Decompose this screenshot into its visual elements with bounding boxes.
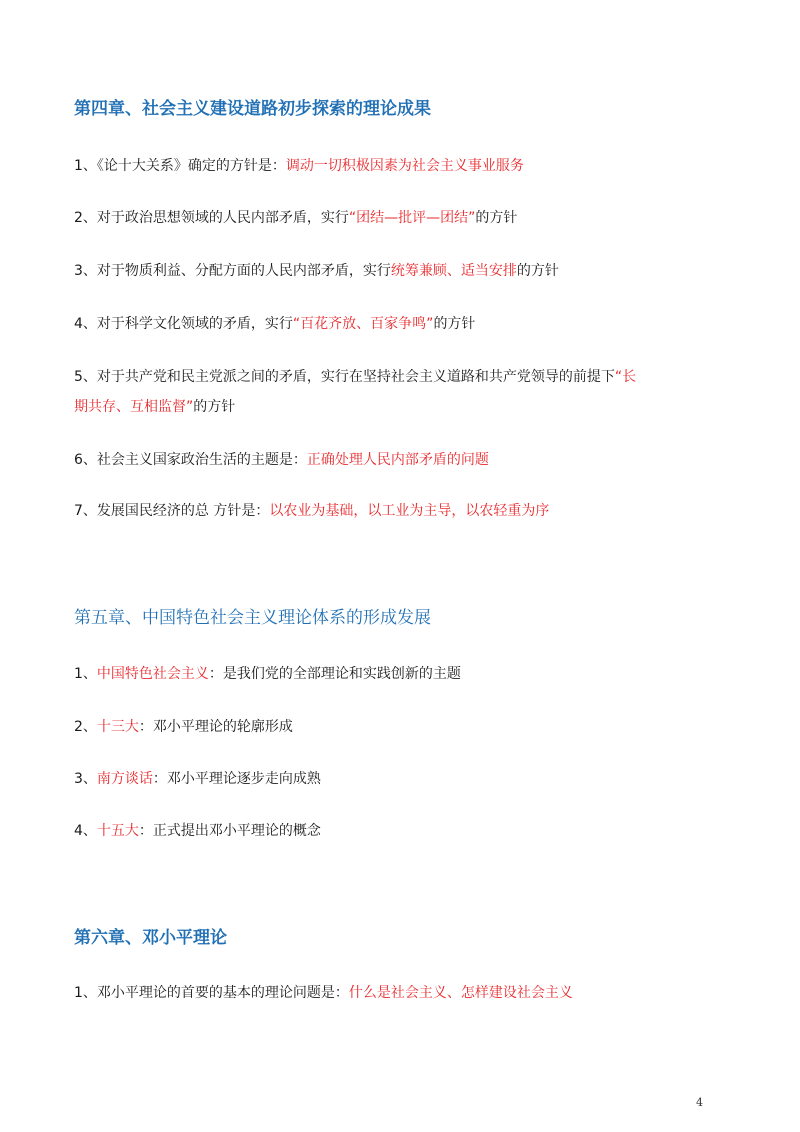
ch5-item-2 xyxy=(74,716,734,738)
ch4-item-6 xyxy=(74,449,734,471)
item-text-after: 的方针 xyxy=(475,210,518,226)
item-highlight: 调动一切积极因素为社会主义事业服务 xyxy=(285,158,524,174)
item-text-after: ：正式提出邓小平理论的概念 xyxy=(138,823,321,839)
ch4-item-4 xyxy=(74,313,734,335)
item-text: 5、对于共产党和民主党派之间的矛盾，实行在坚持社会主义道路和共产党领导的前提下 xyxy=(74,369,615,385)
item-text-after: 的方针 xyxy=(193,399,236,415)
item-text: 3、对于物质利益、分配方面的人民内部矛盾，实行 xyxy=(74,263,391,279)
item-text-after: ：邓小平理论逐步走向成熟 xyxy=(152,771,321,787)
ch5-item-4 xyxy=(74,820,734,842)
ch4-item-2 xyxy=(74,207,734,229)
item-text: 1、邓小平理论的首要的基本的理论问题是： xyxy=(74,985,349,1001)
item-line-2 xyxy=(74,396,734,418)
item-text: 3、 xyxy=(74,771,97,787)
item-text-after: 的方针 xyxy=(433,316,476,332)
chapter-4-title: 第四章、社会主义建设道路初步探索的理论成果 xyxy=(74,99,431,119)
item-text: 6、社会主义国家政治生活的主题是： xyxy=(74,452,307,468)
ch4-item-1 xyxy=(74,155,734,177)
ch5-item-3 xyxy=(74,768,734,790)
item-text: 4、对于科学文化领域的矛盾，实行 xyxy=(74,316,293,332)
item-highlight: 南方谈话 xyxy=(96,771,153,787)
item-highlight: 正确处理人民内部矛盾的问题 xyxy=(306,452,489,468)
ch4-item-7 xyxy=(74,500,734,522)
item-highlight: 以农业为基础，以工业为主导，以农轻重为序 xyxy=(269,503,550,519)
item-text-after: ：邓小平理论的轮廓形成 xyxy=(138,719,293,735)
item-highlight: 什么是社会主义、怎样建设社会主义 xyxy=(348,985,573,1001)
item-highlight: “团结—批评—团结” xyxy=(348,210,476,226)
item-highlight: 中国特色社会主义 xyxy=(96,666,209,682)
item-highlight: “百花齐放、百家争鸣” xyxy=(292,316,434,332)
item-highlight: 十五大 xyxy=(96,823,139,839)
ch4-item-3 xyxy=(74,260,734,282)
item-text: 1、 xyxy=(74,666,97,682)
ch6-item-1 xyxy=(74,982,734,1004)
item-text: 2、对于政治思想领域的人民内部矛盾，实行 xyxy=(74,210,349,226)
page-number: 4 xyxy=(696,1096,703,1109)
ch5-item-1 xyxy=(74,663,734,685)
ch4-item-5 xyxy=(74,366,734,418)
item-text-after: ：是我们党的全部理论和实践创新的主题 xyxy=(208,666,461,682)
chapter-6-title: 第六章、邓小平理论 xyxy=(74,928,227,948)
item-highlight: 统筹兼顾、适当安排 xyxy=(390,263,517,279)
item-text: 1、《论十大关系》确定的方针是： xyxy=(74,158,286,174)
item-text-after: 的方针 xyxy=(516,263,559,279)
item-highlight-cont: 期共存、互相监督” xyxy=(74,399,194,415)
item-text: 4、 xyxy=(74,823,97,839)
item-highlight: “长 xyxy=(614,369,637,385)
item-text: 2、 xyxy=(74,719,97,735)
item-highlight: 十三大 xyxy=(96,719,139,735)
item-text: 7、发展国民经济的总 方针是： xyxy=(74,503,270,519)
chapter-5-title: 第五章、中国特色社会主义理论体系的形成发展 xyxy=(74,608,431,628)
